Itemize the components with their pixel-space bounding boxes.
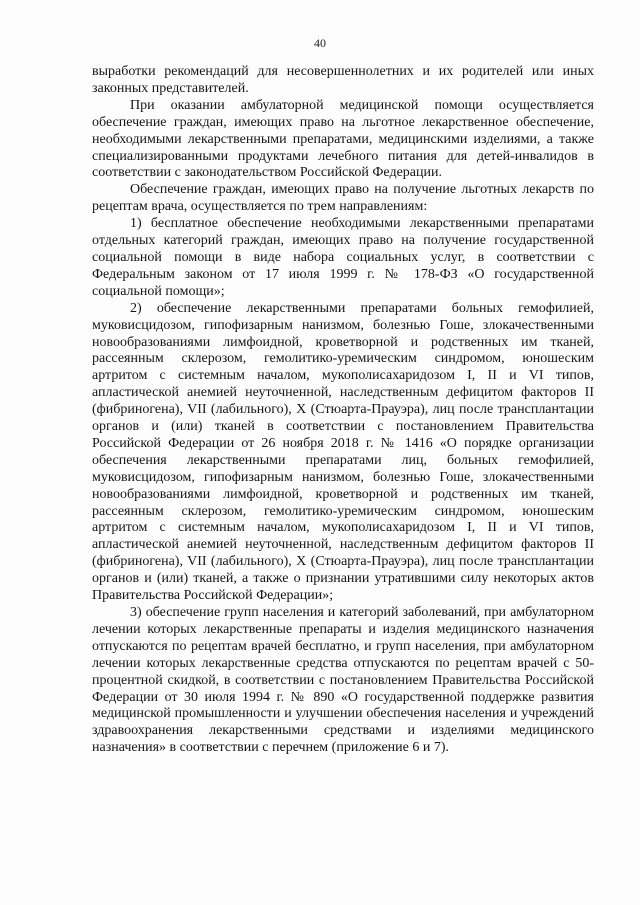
list-item-1: 1) бесплатное обеспечение необходимыми лекарственными препаратами отдельных категорий граждан, имеющих право на получение государственной социальной помощи в виде набора социальных услуг, в соответствии с Федеральным законом от 17 июля 1999 г. № 178-ФЗ «О государственной социальной помощи»; — [92, 216, 594, 299]
paragraph-outpatient-care: При оказании амбулаторной медицинской помощи осуществляется обеспечение граждан, имеющих право на льготное лекарственное обеспечение, необходимыми лекарственными препаратами, медицинскими изделиями, а также специализированными продуктами лечебного питания для детей-инвалидов в соответствии с законодательством Российской Федерации. — [92, 97, 594, 181]
list-item-3: 3) обеспечение групп населения и категорий заболеваний, при амбулаторном лечении которых лекарственные препараты и изделия медицинского назначения отпускаются по рецептам врачей бесплатно, и групп населения, при амбулаторном лечении которых лекарственные средства отпускаются по рецептам врачей с 50-процентной скидкой, в соответствии с постановлением Правительства Российской Федерации от 30 июля 1994 г. № 890 «О государственной поддержке развития медицинской промышленности и улучшении обеспечения населения и учреждений здравоохранения лекарственными средствами и изделиями медицинского назначения» в соответствии с перечнем (приложение 6 и 7). — [92, 605, 594, 756]
paragraph-directions-intro: Обеспечение граждан, имеющих право на получение льготных лекарств по рецептам врача, осуществляется по трем направлениям: — [92, 182, 594, 215]
page-number: 40 — [314, 36, 326, 50]
body-text — [92, 64, 594, 757]
paragraph-continuation: выработки рекомендаций для несовершеннолетних и их родителей или иных законных представителей. — [92, 64, 594, 96]
list-item-2: 2) обеспечение лекарственными препаратами больных гемофилией, муковисцидозом, гипофизарным нанизмом, болезнью Гоше, злокачественными новообразованиями лимфоидной, кроветворной и родственных им тканей, рассеянным склерозом, гемолитико-уремическим синдромом, юношеским артритом с системным началом, мукополисахаридозом I, II и VI типов, апластической анемией неуточненной, наследственным дефицитом факторов II (фибриногена), VII (лабильного), X (Стюарта-Прауэра), лиц после трансплантации органов и (или) тканей в соответствии с постановлением Правительства Российской Федерации от 26 ноября 2018 г. № 1416 «О порядке организации обеспечения лекарственными препаратами лиц, больных гемофилией, муковисцидозом, гипофизарным нанизмом, болезнью Гоше, злокачественными новообразованиями лимфоидной, кроветворной и родственных им тканей, рассеянным склерозом, гемолитико-уремическим синдромом, юношеским артритом с системным началом, мукополисахаридозом I, II и VI типов, апластической анемией неуточненной, наследственным дефицитом факторов II (фибриногена), VII (лабильного), X (Стюарта-Прауэра), лиц после трансплантации органов и (или) тканей, а также о признании утратившими силу некоторых актов Правительства Российской Федерации»; — [92, 300, 594, 604]
